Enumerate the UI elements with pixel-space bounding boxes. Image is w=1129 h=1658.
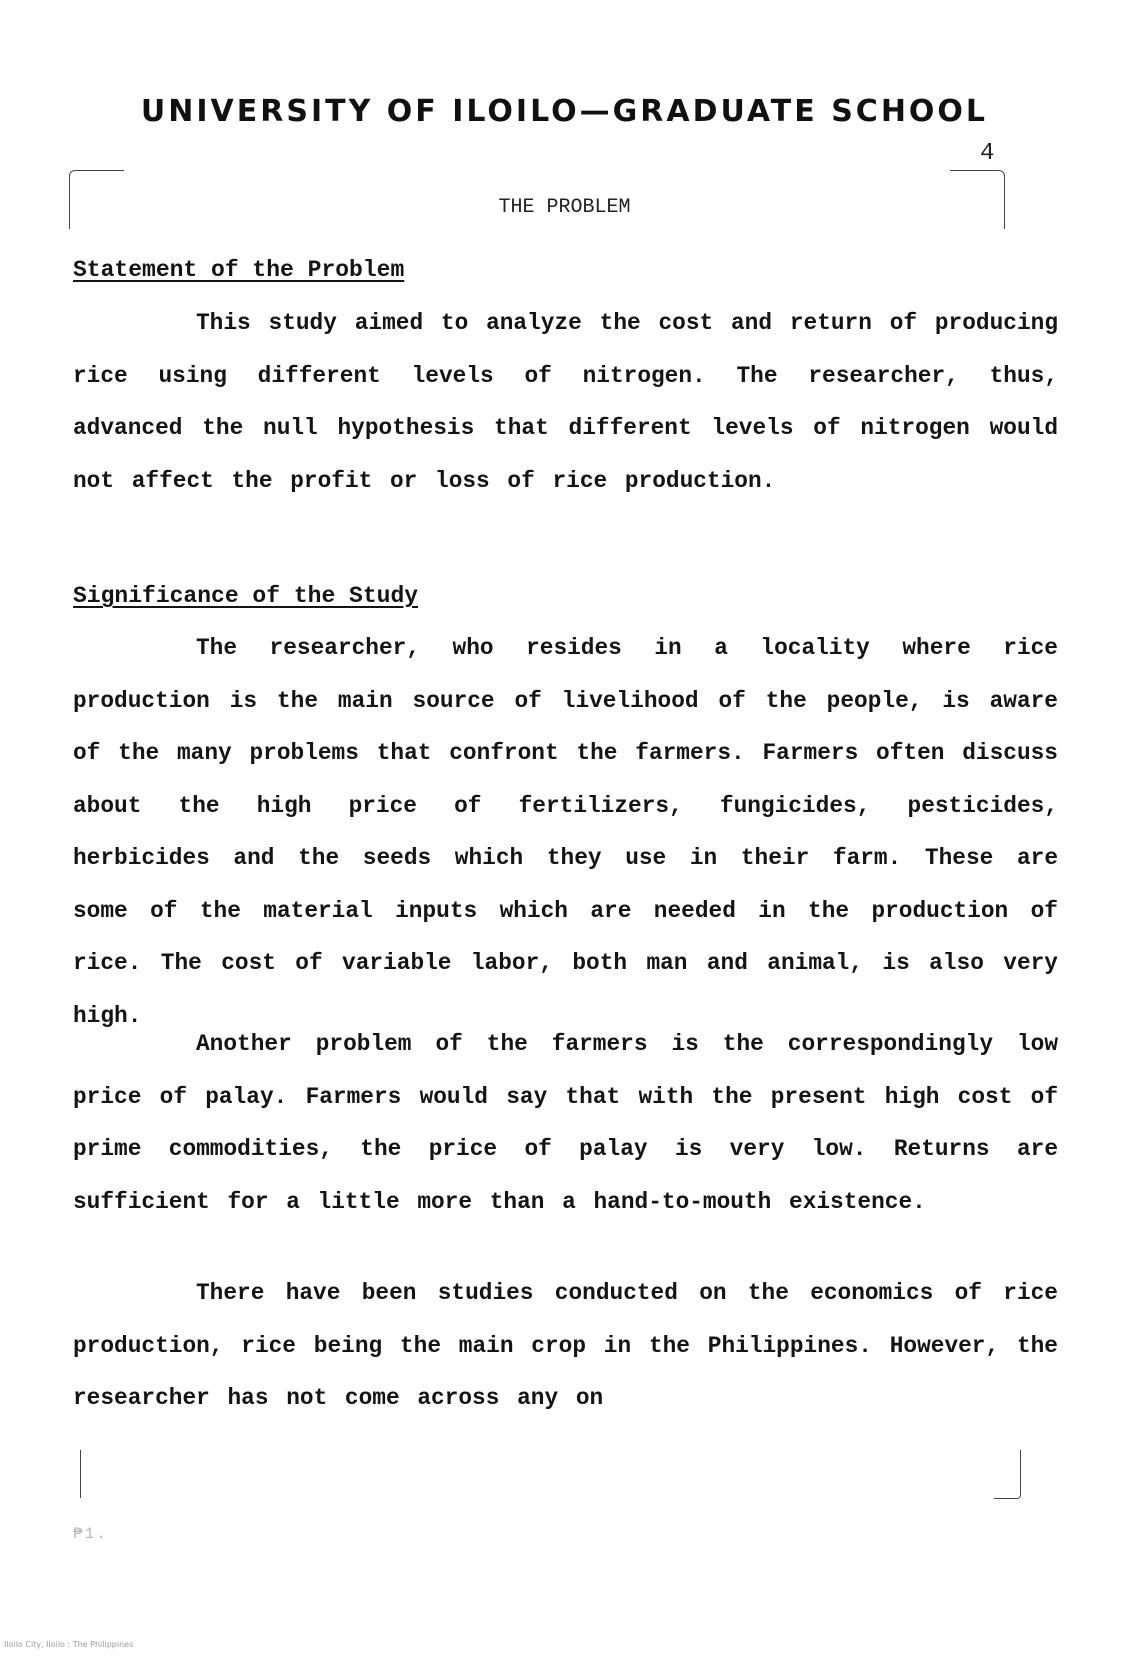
chapter-title: THE PROBLEM: [498, 196, 631, 219]
section-heading-statement: Statement of the Problem: [73, 257, 405, 283]
paragraph-statement: This study aimed to analyze the cost and return of producing rice using different levels of nitrogen. The researcher, thus, advanced the null hypothesis that different levels of nitrogen would not affect the profit or loss of rice production.: [73, 310, 1058, 494]
paragraph-significance-3: There have been studies conducted on the economics of rice production, rice being the main crop in the Philippines. However, the researcher has not come across any on: [73, 1280, 1058, 1411]
margin-bracket-bottom-left: [80, 1450, 89, 1498]
section-heading-significance: Significance of the Study: [73, 583, 419, 609]
margin-bracket-bottom-right: [994, 1450, 1021, 1499]
faint-bottom-text: ₱1.: [73, 1525, 108, 1543]
paragraph-significance-1: The researcher, who resides in a locality where rice production is the main source of livelihood of the people, is aware of the many problems that confront the farmers. Farmers often discuss about the high price of fertilizers, fungicides, pesticides, herbicides and the seeds which they use in their farm. These are some of the material inputs which are needed in the production of rice. The cost of variable labor, both man and animal, is also very high.: [73, 635, 1058, 1029]
scan-stamp: Iloilo City, Iloilo : The Philippines: [4, 1640, 134, 1649]
paragraph-significance-2: Another problem of the farmers is the correspondingly low price of palay. Farmers would say that with the present high cost of prime commodities, the price of palay is very low. Returns are sufficient for a little more than a hand-to-mouth existence.: [73, 1031, 1058, 1215]
institution-header: UNIVERSITY OF ILOILO—GRADUATE SCHOOL: [140, 94, 989, 129]
page-number: 4: [980, 140, 995, 167]
